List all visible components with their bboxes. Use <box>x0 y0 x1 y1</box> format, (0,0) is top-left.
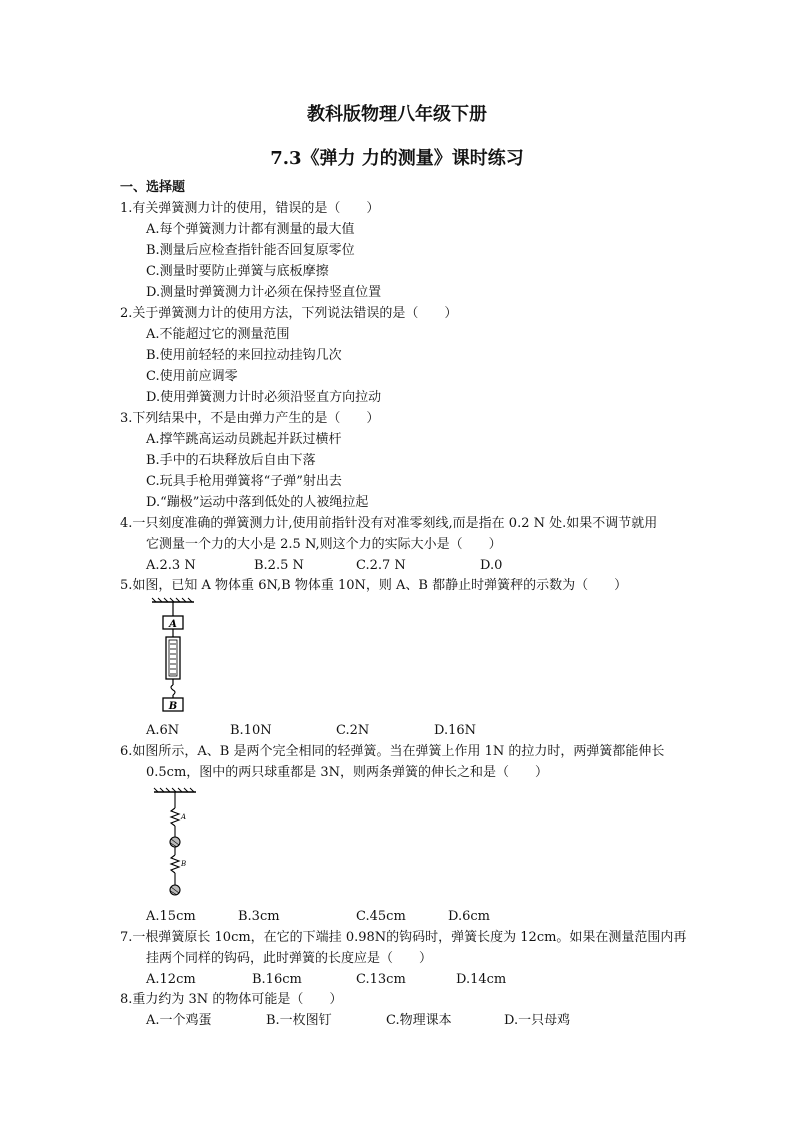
q4-option-d: D.0 <box>480 558 503 573</box>
q1-option-b: B.测量后应检查指针能否回复原零位 <box>146 243 355 258</box>
q8-option-c: C.物理课本 <box>386 1013 452 1028</box>
q7-option-c: C.13cm <box>356 972 406 987</box>
q2-option-d: D.使用弹簧测力计时必须沿竖直方向拉动 <box>146 390 382 405</box>
q3-option-d: D.“蹦极”运动中落到低处的人被绳拉起 <box>146 495 369 510</box>
q1-option-a: A.每个弹簧测力计都有测量的最大值 <box>146 222 355 237</box>
q6-stem-line2: 0.5cm，图中的两只球重都是 3N，则两条弹簧的伸长之和是（ ） <box>146 765 549 780</box>
q5-option-c: C.2N <box>336 723 370 738</box>
q3-option-b: B.手中的石块释放后自由下落 <box>146 453 316 468</box>
q5-option-d: D.16N <box>434 723 477 738</box>
q1-stem: 1.有关弹簧测力计的使用，错误的是（ ） <box>120 201 380 216</box>
spring-scale-figure <box>148 597 208 715</box>
q5-stem: 5.如图，已知 A 物体重 6N,B 物体重 10N，则 A、B 都静止时弹簧秤的示数为（ ） <box>120 578 628 593</box>
two-springs-figure <box>150 786 200 898</box>
q6-option-b: B.3cm <box>238 909 280 924</box>
q4-stem-line1: 4.一只刻度准确的弹簧测力计,使用前指针没有对准零刻线,而是指在 0.2 N 处.如果不调节就用 <box>120 516 658 531</box>
q7-option-d: D.14cm <box>456 972 507 987</box>
fig6-label-a: A <box>181 813 187 821</box>
q6-stem-line1: 6.如图所示，A、B 是两个完全相同的轻弹簧。当在弹簧上作用 1N 的拉力时，两弹簧都能伸长 <box>120 744 665 759</box>
q6-option-a: A.15cm <box>146 909 196 924</box>
q3-option-a: A.撑竿跳高运动员跳起并跃过横杆 <box>146 432 342 447</box>
q7-option-b: B.16cm <box>252 972 302 987</box>
document-title: 教科版物理八年级下册 <box>307 104 487 125</box>
lesson-title: 7.3《弹力 力的测量》课时练习 <box>270 148 524 169</box>
q5-option-b: B.10N <box>230 723 272 738</box>
q7-option-a: A.12cm <box>146 972 196 987</box>
q1-option-d: D.测量时弹簧测力计必须在保持竖直位置 <box>146 285 382 300</box>
q4-option-a: A.2.3 N <box>146 558 196 573</box>
q3-stem: 3.下列结果中，不是由弹力产生的是（ ） <box>120 411 380 426</box>
q7-stem-line1: 7.一根弹簧原长 10cm，在它的下端挂 0.98N的钩码时，弹簧长度为 12cm。如果在测量范围内再 <box>120 930 687 945</box>
q1-option-c: C.测量时要防止弹簧与底板摩擦 <box>146 264 329 279</box>
q4-stem-line2: 它测量一个力的大小是 2.5 N,则这个力的实际大小是（ ） <box>146 537 502 552</box>
fig5-label-a: A <box>169 619 177 630</box>
q8-stem: 8.重力约为 3N 的物体可能是（ ） <box>120 992 343 1007</box>
q5-option-a: A.6N <box>146 723 180 738</box>
q2-option-a: A.不能超过它的测量范围 <box>146 327 290 342</box>
q8-option-a: A.一个鸡蛋 <box>146 1013 212 1028</box>
q6-option-c: C.45cm <box>356 909 406 924</box>
q2-stem: 2.关于弹簧测力计的使用方法，下列说法错误的是（ ） <box>120 306 458 321</box>
q4-option-c: C.2.7 N <box>356 558 406 573</box>
q2-option-b: B.使用前轻轻的来回拉动挂钩几次 <box>146 348 342 363</box>
q8-option-d: D.一只母鸡 <box>504 1013 571 1028</box>
q4-option-b: B.2.5 N <box>254 558 304 573</box>
q3-option-c: C.玩具手枪用弹簧将“子弹”射出去 <box>146 474 342 489</box>
q2-option-c: C.使用前应调零 <box>146 369 238 384</box>
fig6-label-b: B <box>181 860 187 868</box>
section-heading: 一、选择题 <box>120 180 186 195</box>
q8-option-b: B.一枚图钉 <box>266 1013 332 1028</box>
fig5-label-b: B <box>168 701 178 712</box>
q7-stem-line2: 挂两个同样的钩码，此时弹簧的长度应是（ ） <box>146 951 433 966</box>
q6-option-d: D.6cm <box>448 909 490 924</box>
